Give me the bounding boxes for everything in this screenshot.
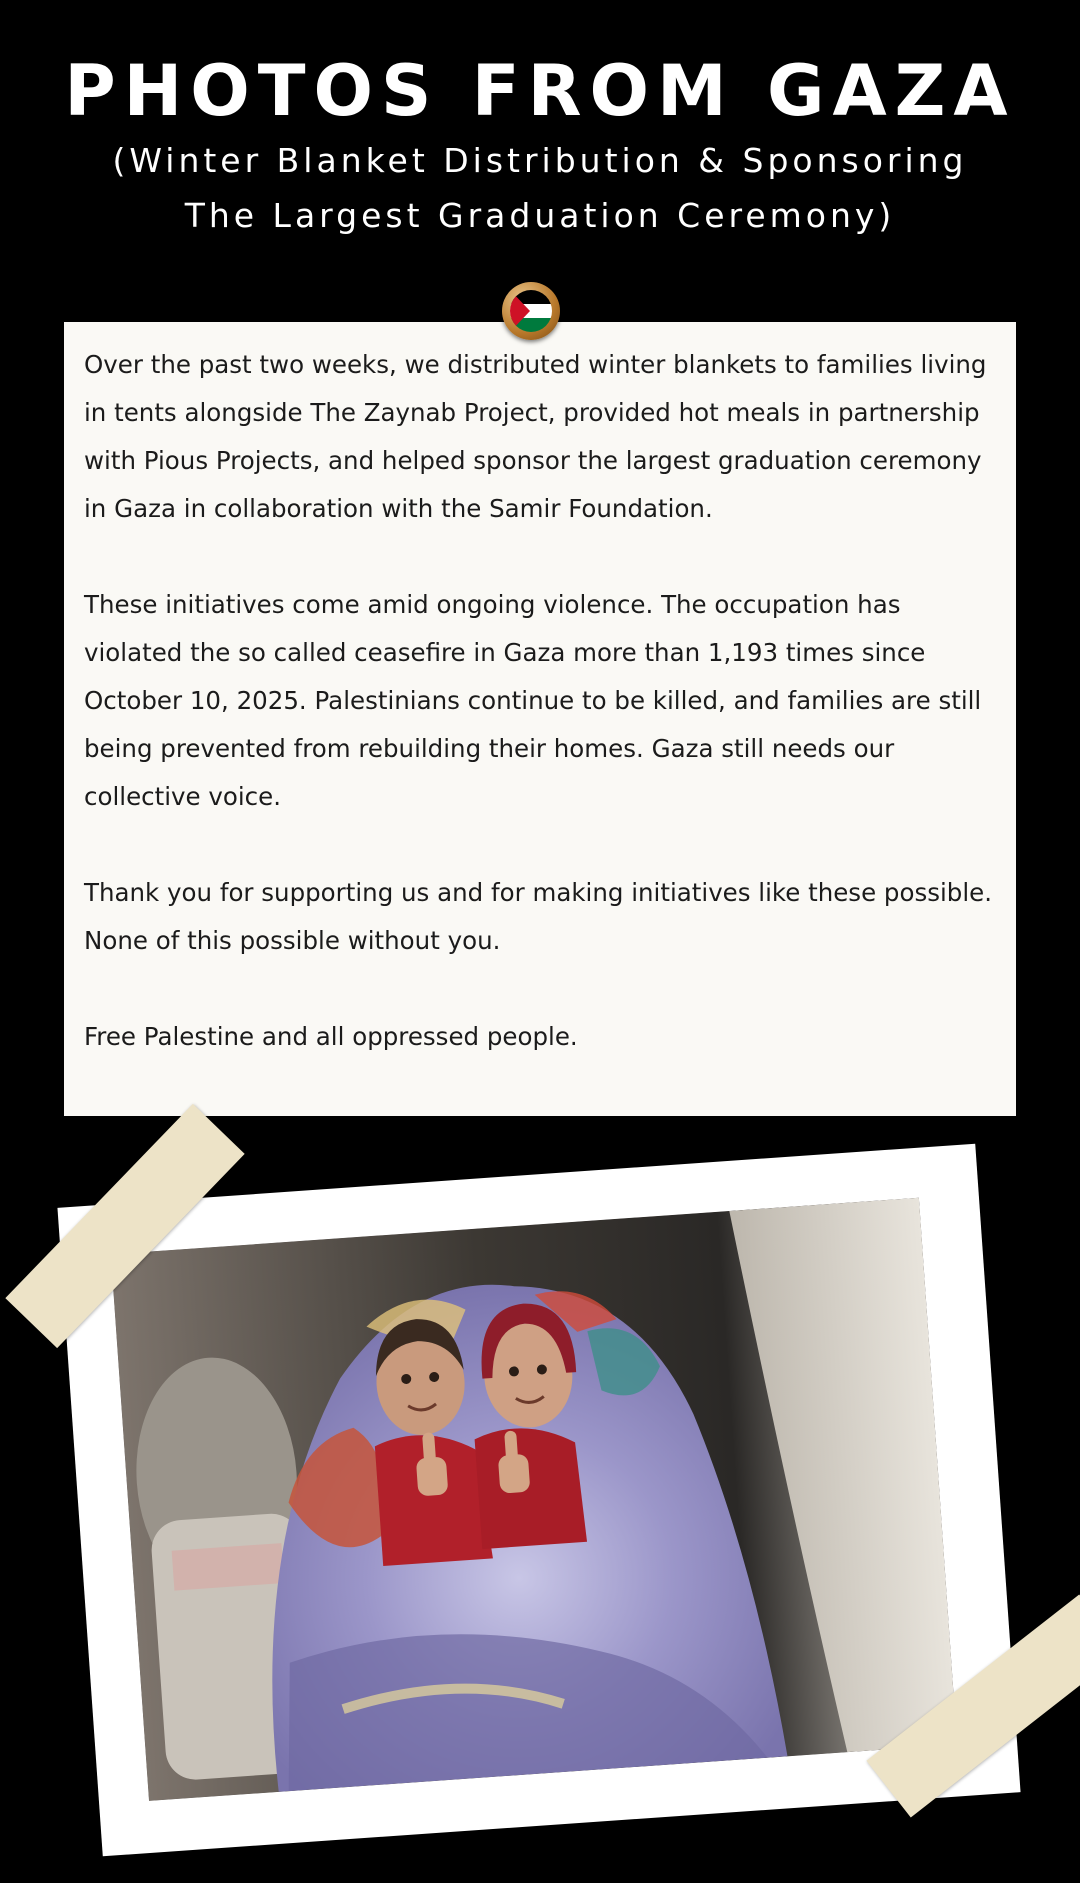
page-subtitle xyxy=(40,133,1040,243)
paragraph-closing: Free Palestine and all oppressed people. xyxy=(84,1022,578,1051)
palestine-flag-icon xyxy=(510,290,552,332)
subtitle-line-1: (Winter Blanket Distribution & Sponsoring xyxy=(112,141,968,180)
subtitle-line-2: The Largest Graduation Ceremony) xyxy=(184,196,896,235)
message-card xyxy=(64,322,1016,1116)
paragraph-thanks: Thank you for supporting us and for making initiatives like these possible. None of this possible without you. xyxy=(84,878,993,955)
palestine-flag-badge xyxy=(502,282,560,340)
paragraph-distribution: Over the past two weeks, we distributed winter blankets to families living in tents alongside The Zaynab Project, provided hot meals in partnership with Pious Projects, and helped sponsor the largest graduation ceremony in Gaza in collaboration with the Samir Foundation. xyxy=(84,350,987,523)
paragraph-ceasefire: These initiatives come amid ongoing violence. The occupation has violated the so called ceasefire in Gaza more than 1,193 times since October 10, 2025. Palestinians continue to be killed, and families are still being prevented from rebuilding their homes. Gaza still needs our collective voice. xyxy=(84,590,982,811)
polaroid-frame xyxy=(57,1144,1020,1857)
page-title: PHOTOS FROM GAZA xyxy=(64,50,1016,132)
photo-children-in-blanket xyxy=(111,1198,957,1801)
photo-illustration xyxy=(111,1198,957,1801)
